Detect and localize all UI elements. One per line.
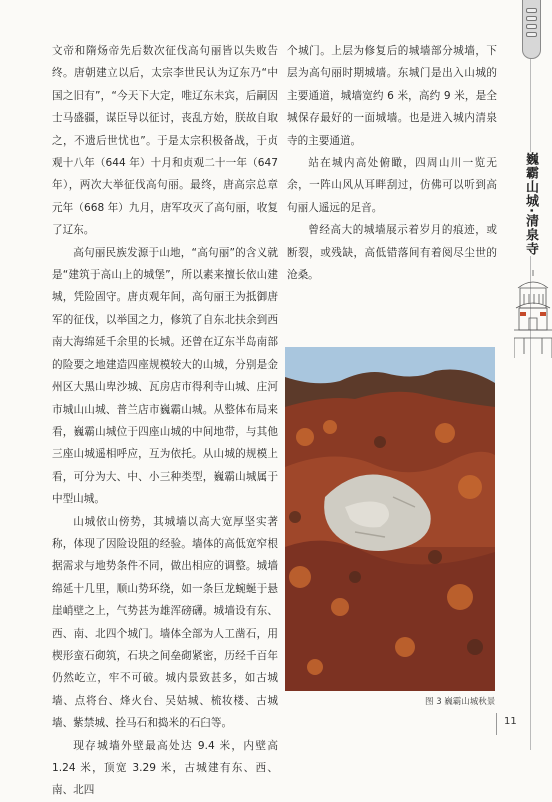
paragraph: 高句丽民族发源于山地，“高句丽”的含义就是“建筑于高山上的城堡”，所以素来擅长依山建城，凭险固守。唐贞观年间，高句丽王为抵御唐军的征伐，以举国之力，修筑了自东北扶余到西南大海绵延千余里的长城。还曾在辽东半岛南部的险要之地建造四座规模较大的山城，分别是金州区大黑山卑沙城、瓦房店市得利寺山城、庄河市城山山城、普兰店市巍霸山城。从整体布局来看，巍霸山城位于四座山城的中间地带，与其他三座山城遥相呼应，互为依托。从山城的规模上看，可分为大、中、小三种类型，巍霸山城属于中型山城。: [52, 246, 278, 506]
paragraph: 现存城墙外壁最高处达 9.4 米，内壁高 1.24 米，顶宽 3.29 米，古城建有东、西、南、北四: [52, 739, 278, 797]
page-number: 11: [504, 716, 517, 727]
binding-ring-icon: [526, 24, 537, 29]
binding-ring-icon: [526, 16, 537, 21]
page-number-rule: [496, 713, 497, 735]
chapter-title: 巍霸山城·清泉寺: [520, 152, 540, 256]
sidebar-rule: [530, 0, 531, 750]
paragraph: 山城依山傍势，其城墙以高大宽厚坚实著称，体现了因险设阻的经验。墙体的高低宽窄根据需求与地势条件不同，做出相应的调整。城墙绵延十几里，顺山势环绕，如一条巨龙蜿蜒于悬崖峭壁之上，气势甚为雄浑磅礴。城墙设有东、西、南、北四个城门。墙体全部为人工凿石，用楔形蛮石砌筑，石块之间垒砌紧密，历经千百年仍然屹立，牢不可破。城内景致甚多，如古城墙、点将台、烽火台、吴姑城、梳妆楼、古城墙、紫禁城、拴马石和捣米的石臼等。: [52, 515, 278, 730]
binding-ring-icon: [526, 8, 537, 13]
bookmark-tab-icon: [522, 0, 541, 59]
temple-illustration-icon: [514, 268, 552, 358]
paragraph: 站在城内高处俯瞰，四周山川一览无余，一阵山风从耳畔刮过，仿佛可以听到高句丽人遥远的足音。: [287, 157, 497, 214]
paragraph: 个城门。上层为修复后的城墙部分城墙，下层为高句丽时期城墙。东城门是出入山城的主要通道，城墙宽约 6 米，高约 9 米，是全城保存最好的一面城墙。也是进入城内清泉寺的主要通道。: [287, 45, 497, 147]
figure-caption: 图 3 巍霸山城秋景: [425, 697, 496, 707]
mountain-photo: [285, 347, 495, 691]
paragraph: 曾经高大的城墙展示着岁月的痕迹，或断裂，或残缺，高低错落间有着阅尽尘世的沧桑。: [287, 224, 497, 282]
chapter-sidebar: [514, 0, 552, 750]
main-text-right: [287, 40, 497, 286]
binding-ring-icon: [526, 32, 537, 37]
main-text-left: [52, 40, 278, 802]
paragraph: 文帝和隋炀帝先后数次征伐高句丽皆以失败告终。唐朝建立以后，太宗李世民认为辽东乃“中国之旧有”，“今天下大定，唯辽东未宾，后嗣因士马盛疆，谋臣导以征讨，丧乱方始，朕故自取之，不遗后世忧也”。于是太宗积极备战，于贞观十八年（644 年）十月和贞观二十一年（647 年），两次大举征伐高句丽。最终，唐高宗总章元年（668 年）九月，唐军攻灭了高句丽，收复了辽东。: [52, 45, 278, 237]
